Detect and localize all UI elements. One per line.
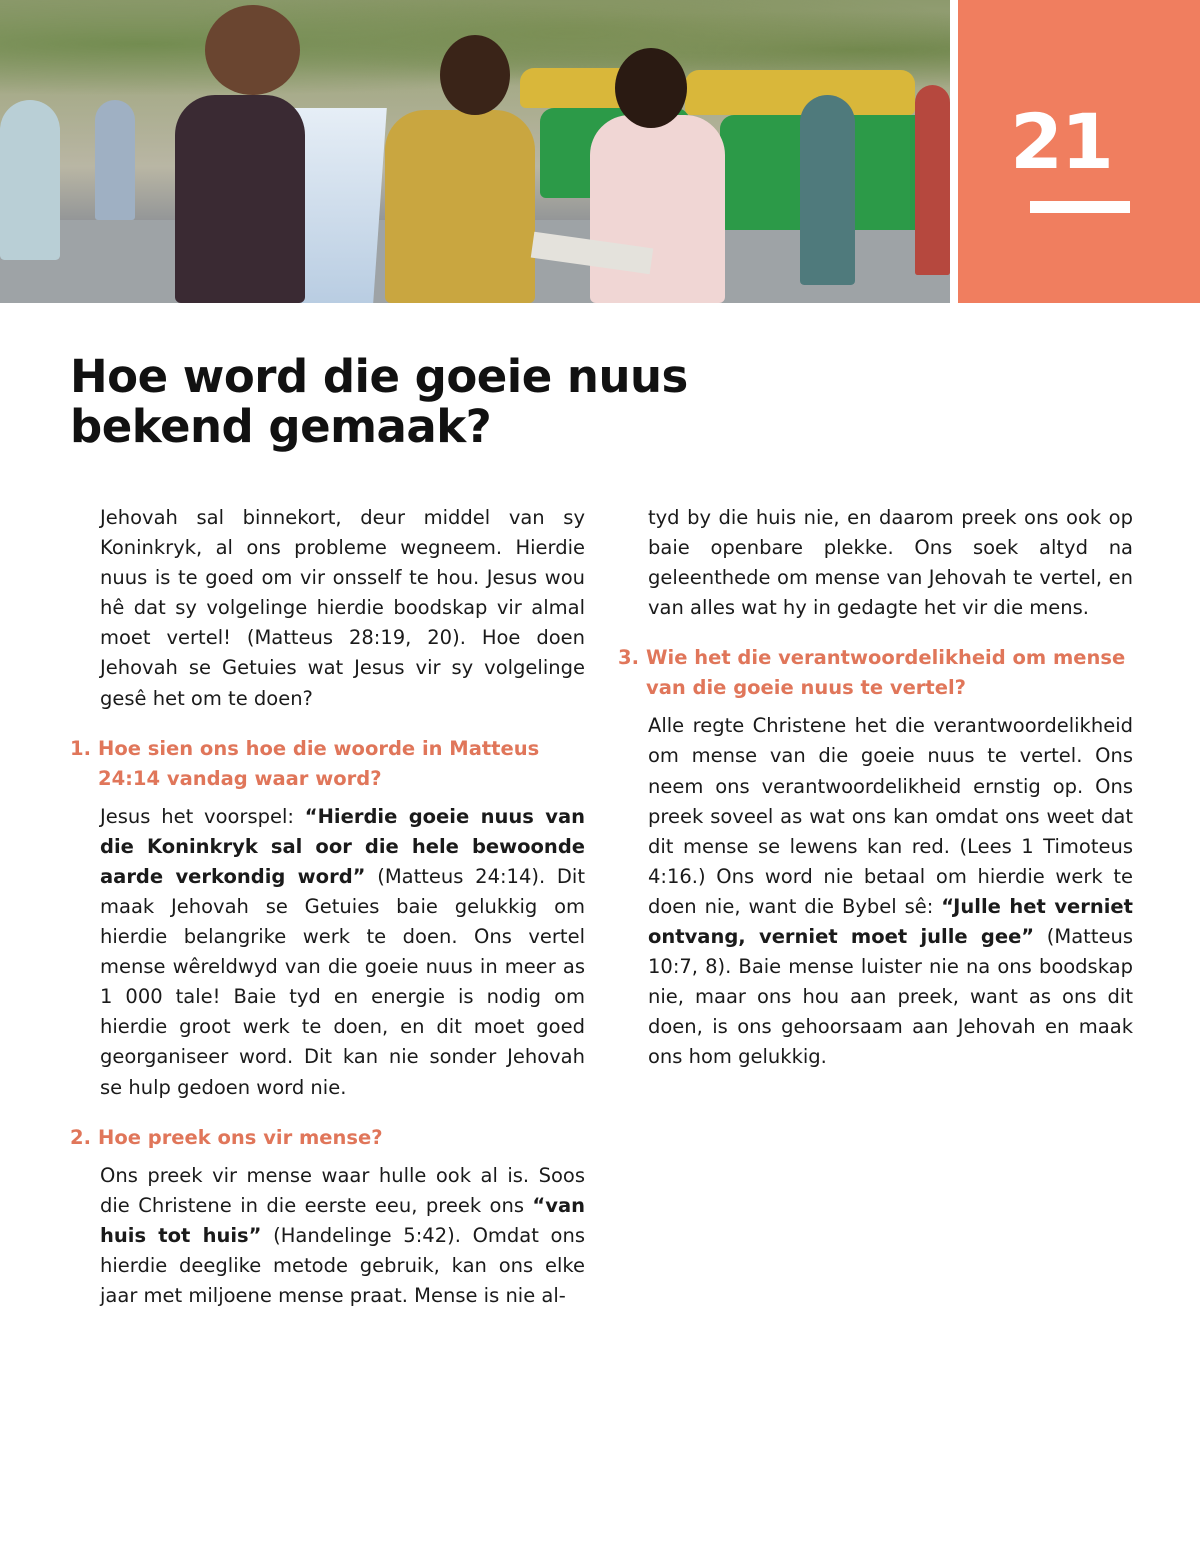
answer-text: (Handelinge 5:42). Omdat ons hierdie deeglike metode gebruik, kan ons elke jaar met miljoene mense praat. Mense is nie al- <box>100 1223 585 1307</box>
question-3 <box>618 643 1133 703</box>
question-text: Wie het die verantwoordelikheid om mense van die goeie nuus te vertel? <box>646 646 1126 700</box>
rickshaw-roof <box>685 70 915 115</box>
answer-2 <box>100 1161 585 1311</box>
pedestrian <box>915 85 950 275</box>
scripture-quote: “van huis tot huis” <box>100 1193 585 1247</box>
page-title-line1: Hoe word die goeie nuus <box>70 350 688 403</box>
woman-center <box>385 110 535 303</box>
question-text: Hoe preek ons vir mense? <box>98 1125 383 1149</box>
question-number: 3. <box>618 646 639 670</box>
page-title <box>70 352 770 452</box>
answer-text: Alle regte Christene het die verantwoordelikheid om mense van die goeie nuus te vertel. Ons neem ons verantwoordelikheid ernstig op. Ons preek soveel as wat ons kan omdat ons weet dat dit mense se lewens kan red. (Lees 1 Timoteus 4:16.) Ons word nie betaal om hierdie werk te doen nie, want die Bybel sê: <box>648 714 1133 918</box>
chapter-number-underline <box>1030 201 1130 213</box>
motorcyclist <box>0 100 60 260</box>
answer-2-continued: tyd by die huis nie, en daarom preek ons ook op baie openbare plekke. Ons soek altyd na geleenthede om mense van Jehovah te vertel, en van alles wat hy in gedagte het vir die mens. <box>648 506 1133 620</box>
question-number: 1. <box>70 736 91 760</box>
right-column <box>618 503 1133 1073</box>
man-center <box>590 115 725 303</box>
answer-1 <box>100 802 585 1103</box>
woman-left-head <box>205 5 300 95</box>
answer-text: (Matteus 24:14). Dit maak Jehovah se Getuies baie gelukkig om hierdie belangrike werk te doen. Ons vertel mense wêreldwyd van die goeie nuus in meer as 1 000 tale! Baie tyd en energie is nodig om hierdie groot werk te doen, en dit moet goed georganiseer word. Dit kan nie sonder Jehovah se hulp gedoen word nie. <box>100 864 585 1099</box>
pedestrian <box>800 95 855 285</box>
scripture-quote: “Hierdie goeie nuus van die Koninkryk sal oor die hele bewoonde aarde verkondig word” <box>100 804 585 888</box>
woman-left <box>175 95 305 303</box>
question-1 <box>70 734 585 794</box>
chapter-number-box <box>958 0 1200 303</box>
cyclist <box>95 100 135 220</box>
chapter-number: 21 <box>1010 97 1112 186</box>
scripture-quote: “Julle het verniet ontvang, verniet moet julle gee” <box>648 894 1133 949</box>
question-2 <box>70 1123 585 1153</box>
answer-3 <box>648 711 1133 1072</box>
answer-text: Jesus het voorspel: <box>100 804 305 828</box>
woman-center-head <box>440 35 510 115</box>
answer-text: (Matteus 10:7, 8). Baie mense luister nie na ons boodskap nie, maar ons hou aan preek, want as ons dit doen, is ons gehoorsaam aan Jehovah en maak ons hom gelukkig. <box>648 925 1133 1069</box>
page-title-line2: bekend gemaak? <box>70 400 492 453</box>
question-text: Hoe sien ons hoe die woorde in Matteus 24:14 vandag waar word? <box>98 736 540 790</box>
answer-text: Ons preek vir mense waar hulle ook al is. Soos die Christene in die eerste eeu, preek ons <box>100 1163 585 1217</box>
man-center-head <box>615 48 687 128</box>
intro-paragraph: Jehovah sal binnekort, deur middel van sy Koninkryk, al ons probleme wegneem. Hierdie nuus is te goed om vir onsself te hou. Jesus wou hê dat sy volgelinge hierdie boodskap vir almal moet vertel! (Matteus 28:19, 20). Hoe doen Jehovah se Getuies wat Jesus vir sy volgelinge gesê het om te doen? <box>100 506 585 710</box>
left-column <box>70 503 585 1311</box>
header-photo <box>0 0 950 303</box>
question-number: 2. <box>70 1125 91 1149</box>
